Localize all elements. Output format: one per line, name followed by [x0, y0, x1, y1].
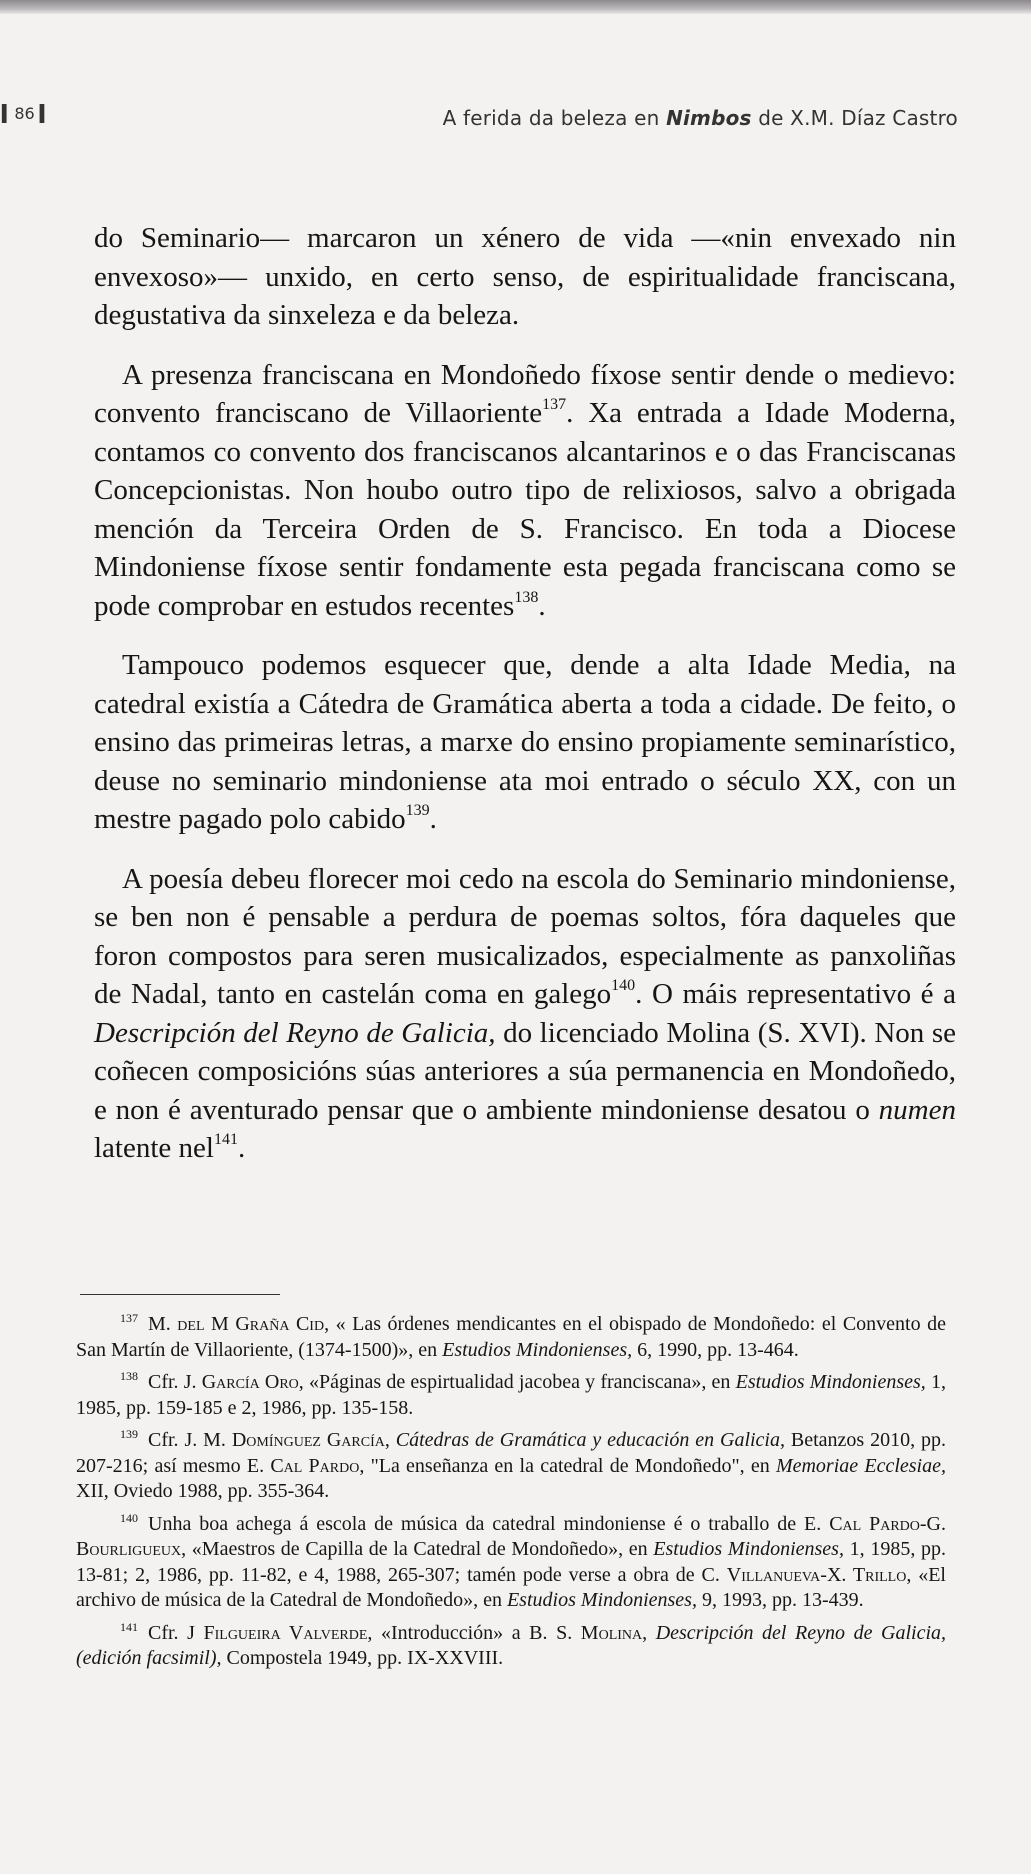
- paragraph-4: A poesía debeu florecer moi cedo na escola do Seminario mindoniense, se ben non é pensable a perdura de poemas soltos, fóra daqueles que foron compostos para seren musicalizados, especialmente as panxoliñas de Nadal, tanto en castelán coma en galego$^{140}$. O máis representativo é a Descripción del Reyno de Galicia, do licenciado Molina (S. XVI). Non se coñecen composicións súas anteriores a súa permanencia en Mondoñedo, e non é aventurado pensar que o ambiente mindoniense desatou o numen latente nel$^{141}$.: [94, 862, 956, 1164]
- footnote-137: $^{137}$ M. del M Graña Cid, « Las órdenes mendicantes en el obispado de Mondoñedo: el Convento de San Martín de Villaoriente, (1374-1500)», en Estudios Mindonienses, 6, 1990, pp. 13-464.: [76, 1311, 946, 1361]
- running-head: A ferida da beleza en Nimbos de X.M. Díaz Castro: [442, 106, 958, 130]
- footnote-139: $^{139}$ Cfr. J. M. Domínguez García, Cátedras de Gramática y educación en Galicia, Betanzos 2010, pp. 207-216; así mesmo E. Cal Pardo, "La enseñanza en la catedral de Mondoñedo", en Memoriae Ecclesiae, XII, Oviedo 1988, pp. 355-364.: [76, 1427, 947, 1502]
- book-page: [0, 14, 1031, 1874]
- footnote-ref-140: 140: [611, 977, 636, 994]
- scan-top-edge: [0, 0, 1031, 14]
- page-header: [0, 94, 1031, 134]
- footnotes: [76, 1306, 946, 1673]
- footnote-ref-141: 141: [213, 1131, 238, 1148]
- footnote-140: $^{140}$ Unha boa achega á escola de música da catedral mindoniense é o traballo de E. Cal Pardo-G. Bourligueux, «Maestros de Capilla de la Catedral de Mondoñedo», en Estudios Mindonienses, 1, 1985, pp. 13-81; 2, 1986, pp. 11-82, e 4, 1988, 265-307; tamén pode verse a obra de C. Villanueva-X. Trillo, «El archivo de música de la Catedral de Mondoñedo», en Estudios Mindonienses, 9, 1993, pp. 13-439.: [76, 1510, 946, 1611]
- paragraph-1: do Seminario— marcaron un xénero de vida —«nin envexado nin envexoso»— unxido, en certo senso, de espiritualidade franciscana, degustativa da sinxeleza e da beleza.: [94, 222, 956, 331]
- main-text: [94, 219, 956, 1189]
- footnote-ref-139: 139: [405, 802, 430, 819]
- paragraph-2: A presenza franciscana en Mondoñedo fíxose sentir dende o medievo: convento franciscano de Villaoriente$^{137}$. Xa entrada a Idade Moderna, contamos co convento dos franciscanos alcantarinos e o das Franciscanas Concepcionistas. Non houbo outro tipo de relixiosos, salvo a obrigada mención da Terceira Orden de S. Francisco. En toda a Diocese Mindoniense fíxose sentir fondamente esta pegada franciscana como se pode comprobar en estudos recentes$^{138}$.: [94, 358, 956, 622]
- footnote-138: $^{138}$ Cfr. J. García Oro, «Páginas de espirtualidad jacobea y franciscana», en Estudios Mindonienses, 1, 1985, pp. 159-185 e 2, 1986, pp. 135-158.: [76, 1369, 946, 1419]
- footnote-141: $^{141}$ Cfr. J Filgueira Valverde, «Introducción» a B. S. Molina, Descripción del Reyno de Galicia, (edición facsimil), Compostela 1949, pp. IX-XXVIII.: [76, 1619, 947, 1669]
- paragraph-3: Tampouco podemos esquecer que, dende a alta Idade Media, na catedral existía a Cátedra de Gramática aberta a toda a cidade. De feito, o ensino das primeiras letras, a marxe do ensino propiamente seminarístico, deuse no seminario mindoniense ata moi entrado o século XX, con un mestre pagado polo cabido$^{139}$.: [94, 649, 956, 835]
- footnote-divider: [80, 1294, 280, 1295]
- footnote-ref-137: 137: [542, 396, 567, 413]
- page-number: ▍86 ▍: [2, 104, 53, 123]
- footnote-ref-138: 138: [514, 588, 539, 606]
